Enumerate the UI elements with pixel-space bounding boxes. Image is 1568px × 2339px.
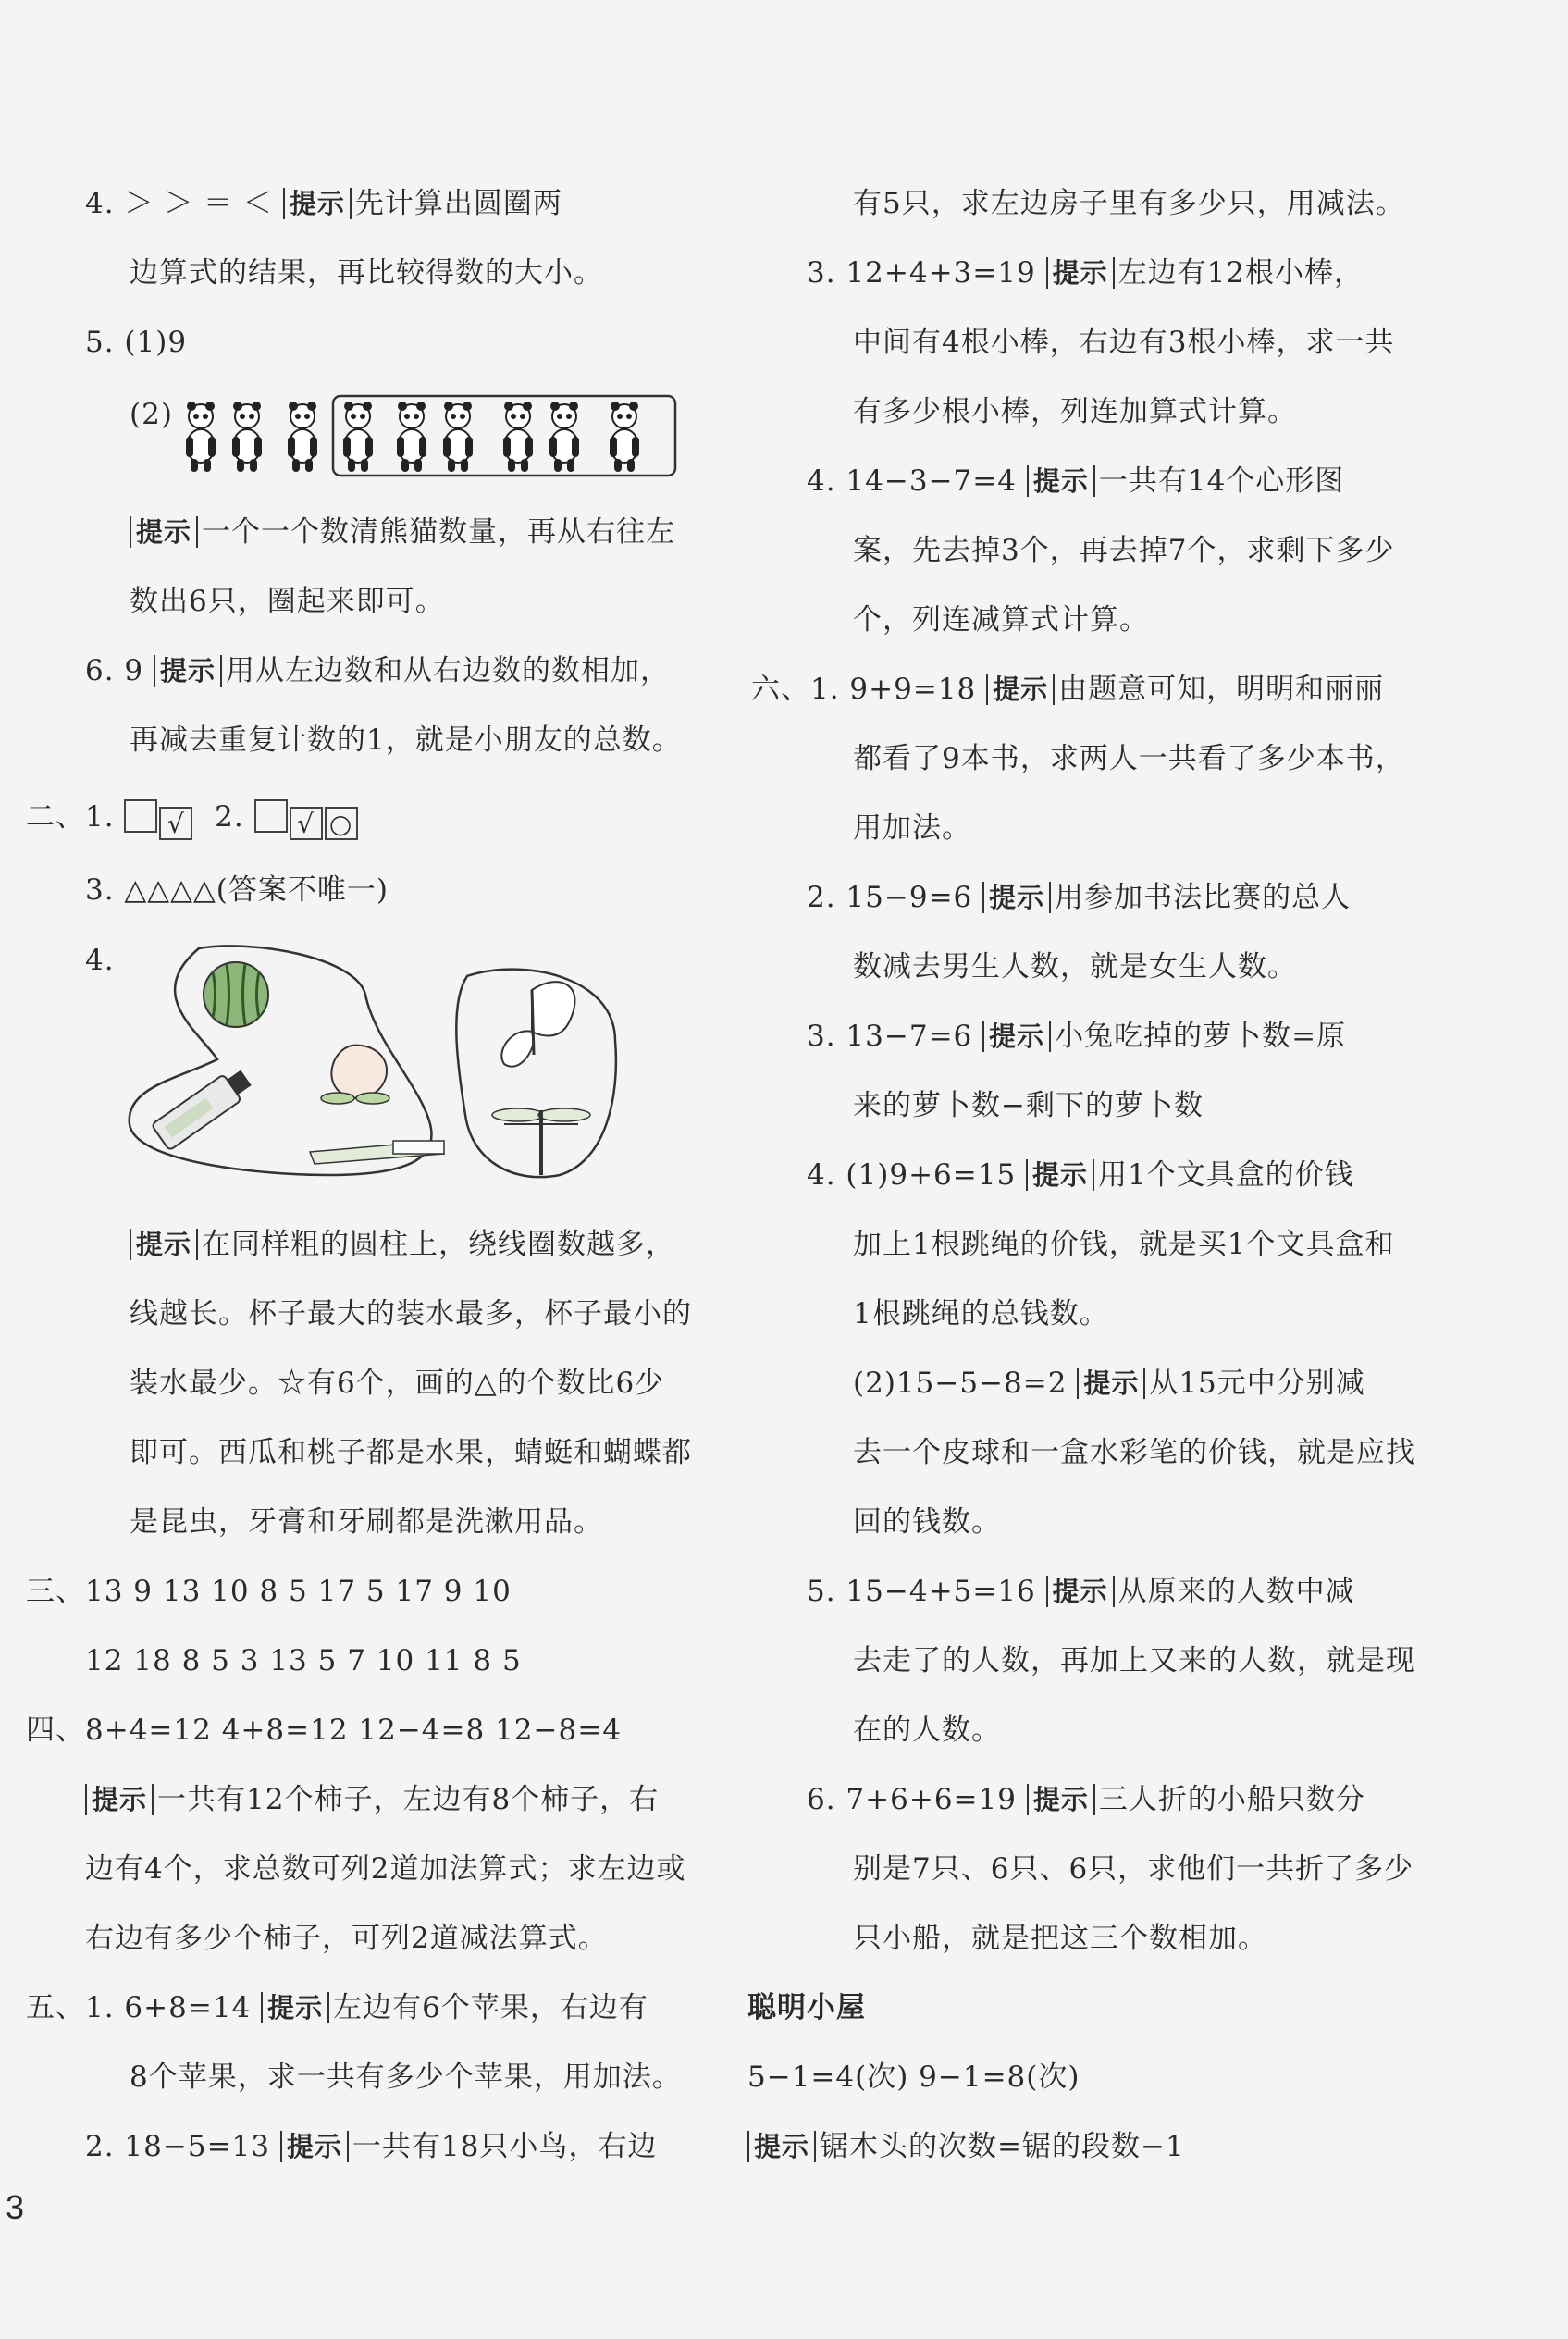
blank-box (124, 799, 157, 833)
peach-icon (321, 1046, 389, 1104)
hint-tag: 提示 (1046, 257, 1115, 289)
left-line-16: 是昆虫，牙膏和牙刷都是洗漱用品。 (130, 1505, 603, 1539)
hint-tag: 提示 (982, 882, 1051, 913)
left-line-20: 提示 一共有12个柿子，左边有8个柿子，右 (85, 1781, 659, 1818)
dragonfly-icon (492, 1108, 590, 1175)
blank-box (254, 799, 288, 833)
left-line-10: 3. △△△△(答案不唯一) (85, 873, 389, 907)
left-line-1: 4. ＞ ＞ ＝ ＜ 提示 先计算出圆圈两 (85, 187, 562, 220)
sorting-figure (125, 939, 624, 1198)
butterfly-icon (501, 982, 574, 1067)
left-line-3: 5. (1)9 (85, 326, 188, 359)
right-line-14: 来的萝卜数−剩下的萝卜数 (853, 1089, 1204, 1122)
check-box: √ (290, 807, 323, 840)
right-line-17: 1根跳绳的总钱数。 (853, 1297, 1109, 1330)
hint-tag: 提示 (261, 1992, 329, 2023)
left-line-6: 数出6只，圈起来即可。 (130, 585, 445, 618)
section-title-clever-house: 聪明小屋 (747, 1991, 866, 2024)
right-line-28: 5−1=4(次) 9−1=8(次) (747, 2061, 1080, 2094)
left-line-15: 即可。西瓜和桃子都是水果，蜻蜓和蝴蝶都 (130, 1436, 692, 1469)
left-line-25: 2. 18−5=13 提示 一共有18只小鸟，右边 (85, 2130, 658, 2163)
right-line-5: 4. 14−3−7=4 提示 一共有14个心形图 (807, 464, 1345, 498)
right-line-25: 别是7只、6只、6只，求他们一共折了多少 (853, 1852, 1414, 1886)
left-line-8: 再减去重复计数的1，就是小朋友的总数。 (130, 724, 682, 757)
section-2-line: 二、1. √ 2. √ ○ (26, 798, 360, 840)
left-line-13: 线越长。杯子最大的装水最多，杯子最小的 (130, 1297, 692, 1330)
right-line-3: 中间有4根小棒，右边有3根小棒，求一共 (853, 326, 1395, 359)
right-line-26: 只小船，就是把这三个数相加。 (853, 1922, 1267, 1955)
left-line-5: 提示 一个一个数清熊猫数量，再从右往左 (130, 514, 675, 551)
hint-tag: 提示 (747, 2131, 816, 2162)
right-line-23: 在的人数。 (853, 1714, 1001, 1747)
watermelon-icon (204, 962, 268, 1027)
hint-tag: 提示 (986, 674, 1055, 705)
page-number: 3 (6, 2188, 25, 2226)
circle-box: ○ (325, 807, 358, 840)
right-line-24: 6. 7+6+6=19 提示 三人折的小船只数分 (807, 1783, 1365, 1816)
left-line-4: (2) (130, 398, 173, 431)
right-line-20: 回的钱数。 (853, 1505, 1001, 1539)
left-line-17: 三、13 9 13 10 8 5 17 5 17 9 10 (26, 1575, 512, 1608)
left-line-11: 4. (85, 944, 115, 977)
right-line-29: 提示 锯木头的次数=锯的段数−1 (747, 2128, 1185, 2165)
left-line-21: 边有4个，求总数可列2道加法算式；求左边或 (85, 1852, 686, 1886)
check-box: √ (159, 807, 192, 840)
right-line-6: 案，先去掉3个，再去掉7个，求剩下多少 (853, 534, 1395, 567)
panda-row-figure (171, 389, 680, 481)
hint-tag: 提示 (280, 2131, 349, 2162)
left-line-23: 五、1. 6+8=14 提示 左边有6个苹果，右边有 (26, 1991, 648, 2024)
right-line-19: 去一个皮球和一盒水彩笔的价钱，就是应找 (853, 1436, 1415, 1469)
right-line-12: 数减去男生人数，就是女生人数。 (853, 950, 1297, 984)
right-line-1: 有5只，求左边房子里有多少只，用减法。 (853, 187, 1405, 220)
right-line-4: 有多少根小棒，列连加算式计算。 (853, 395, 1297, 428)
toothpaste-icon (152, 1065, 255, 1151)
hint-tag: 提示 (154, 655, 222, 687)
right-line-7: 个，列连减算式计算。 (853, 603, 1149, 637)
toothbrush-icon (310, 1141, 444, 1164)
right-line-9: 都看了9本书，求两人一共看了多少本书， (853, 742, 1405, 775)
hint-tag: 提示 (130, 1229, 198, 1260)
left-line-18: 12 18 8 5 3 13 5 7 10 11 8 5 (85, 1644, 522, 1677)
right-line-22: 去走了的人数，再加上又来的人数，就是现 (853, 1644, 1415, 1677)
right-line-13: 3. 13−7=6 提示 小兔吃掉的萝卜数=原 (807, 1020, 1347, 1053)
left-line-14: 装水最少。☆有6个，画的△的个数比6少 (130, 1367, 665, 1400)
right-line-10: 用加法。 (853, 811, 971, 845)
hint-tag: 提示 (982, 1021, 1051, 1052)
hint-tag: 提示 (1027, 1784, 1095, 1815)
hint-tag: 提示 (1077, 1368, 1145, 1399)
right-line-15: 4. (1)9+6=15 提示 用1个文具盒的价钱 (807, 1158, 1354, 1192)
hint-tag: 提示 (1046, 1576, 1115, 1607)
left-line-7: 6. 9 提示 用从左边数和从右边数的数相加， (85, 654, 671, 687)
right-line-16: 加上1根跳绳的价钱，就是买1个文具盒和 (853, 1228, 1395, 1261)
hint-tag: 提示 (130, 516, 198, 548)
hint-tag: 提示 (283, 188, 352, 219)
hint-tag: 提示 (85, 1784, 154, 1815)
hint-tag: 提示 (1026, 1159, 1094, 1191)
left-line-2: 边算式的结果，再比较得数的大小。 (130, 256, 603, 290)
hint-tag: 提示 (1027, 465, 1095, 497)
left-line-24: 8个苹果，求一共有多少个苹果，用加法。 (130, 2061, 682, 2094)
right-line-21: 5. 15−4+5=16 提示 从原来的人数中减 (807, 1575, 1355, 1608)
left-line-19: 四、8+4=12 4+8=12 12−4=8 12−8=4 (26, 1714, 622, 1747)
right-line-8: 六、1. 9+9=18 提示 由题意可知，明明和丽丽 (751, 673, 1385, 706)
right-line-2: 3. 12+4+3=19 提示 左边有12根小棒， (807, 256, 1364, 290)
left-line-22: 右边有多少个柿子，可列2道减法算式。 (85, 1922, 608, 1955)
right-line-11: 2. 15−9=6 提示 用参加书法比赛的总人 (807, 881, 1352, 914)
right-line-18: (2)15−5−8=2 提示 从15元中分别减 (853, 1367, 1365, 1400)
left-line-12: 提示 在同样粗的圆柱上，绕线圈数越多， (130, 1226, 675, 1263)
